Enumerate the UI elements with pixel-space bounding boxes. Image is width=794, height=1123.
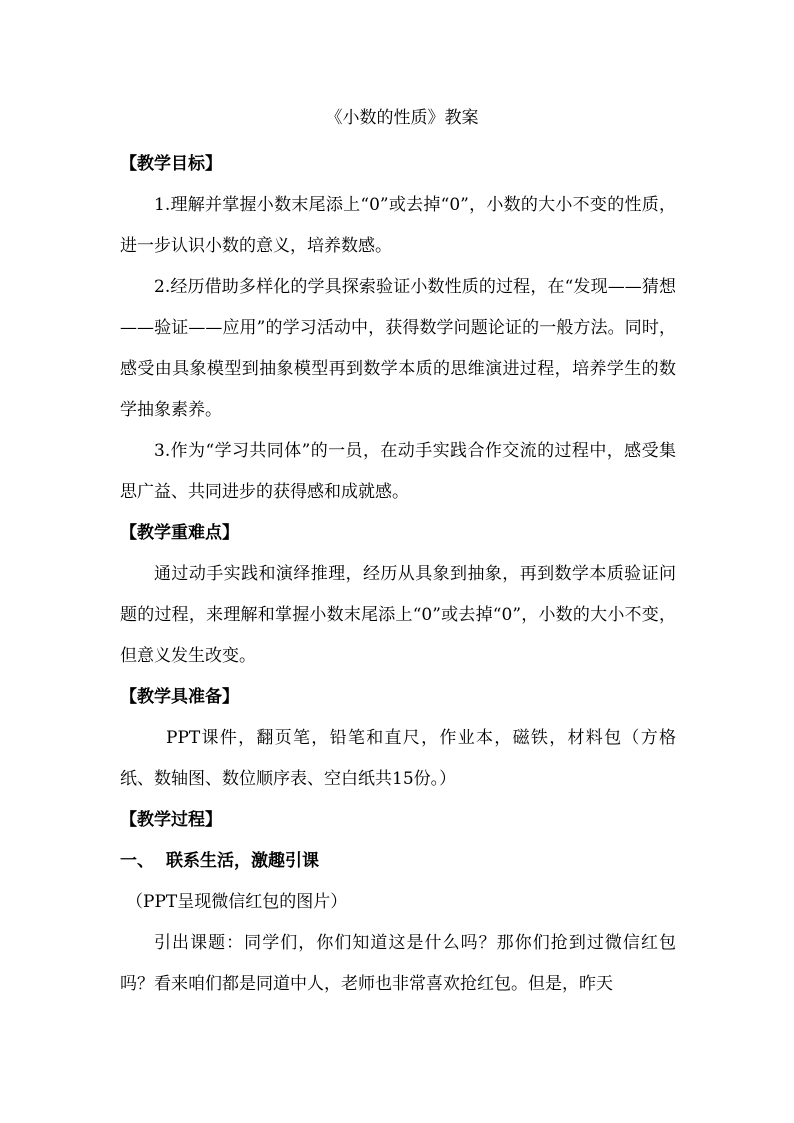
preparation-text: PPT课件，翻页笔，铅笔和直尺，作业本，磁铁，材料包（方格纸、数轴图、数位顺序表、空白纸共15份。） bbox=[120, 728, 676, 789]
section-1-number: 一、 bbox=[120, 851, 154, 871]
document-title: 《小数的性质》教案 bbox=[325, 108, 479, 128]
process-heading: 【教学过程】 bbox=[120, 810, 222, 830]
ppt-note: （PPT呈现微信红包的图片） bbox=[126, 892, 348, 912]
key-points-heading: 【教学重难点】 bbox=[120, 523, 239, 543]
intro-paragraph: 引出课题：同学们，你们知道这是什么吗？那你们抢到过微信红包吗？看来咱们都是同道中人，老师也非常喜欢抢红包。但是，昨天 bbox=[120, 933, 676, 994]
section-1-label: 联系生活，激趣引课 bbox=[166, 851, 319, 871]
goals-heading: 【教学目标】 bbox=[120, 154, 222, 174]
goal-item-3: 3.作为“学习共同体”的一员，在动手实践合作交流的过程中，感受集思广益、共同进步的获得感和成就感。 bbox=[120, 441, 676, 502]
key-points-text: 通过动手实践和演绎推理，经历从具象到抽象，再到数学本质验证问题的过程，来理解和掌握小数末尾添上“0”或去掉“0”，小数的大小不变，但意义发生改变。 bbox=[120, 564, 676, 666]
goal-item-2: 2.经历借助多样化的学具探索验证小数性质的过程，在“发现——猜想——验证——应用”的学习活动中，获得数学问题论证的一般方法。同时，感受由具象模型到抽象模型再到数学本质的思维演进过程，培养学生的数学抽象素养。 bbox=[120, 277, 676, 420]
preparation-heading: 【教学具准备】 bbox=[120, 687, 239, 707]
document-body bbox=[120, 103, 676, 1005]
goal-item-1: 1.理解并掌握小数末尾添上“0”或去掉“0”，小数的大小不变的性质，进一步认识小数的意义，培养数感。 bbox=[120, 195, 676, 256]
section-1-title bbox=[120, 841, 676, 882]
